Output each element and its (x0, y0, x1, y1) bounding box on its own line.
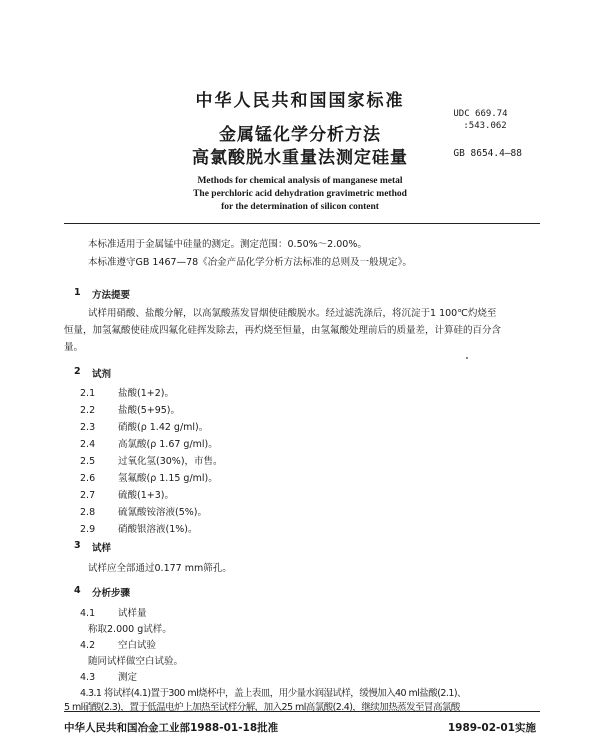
header-divider (64, 223, 540, 224)
english-title-line3: for the determination of silicon content (221, 202, 379, 212)
classification-codes (453, 108, 522, 160)
subsection-title: 测定 (118, 672, 138, 683)
section-1-text: 恒量，加氢氟酸使硅成四氟化硅挥发除去，再灼烧至恒量，由氢氟酸处理前后的质量差，计算硅的百分含 (64, 325, 502, 336)
section-2-number: 2 (74, 366, 81, 377)
subsection-text: 随同试样做空白试验。 (88, 656, 184, 667)
reagent-number: 2.9 (80, 524, 96, 535)
reagent-number: 2.6 (80, 473, 96, 484)
document-title-line2: 高氯酸脱水重量法测定硅量 (192, 148, 408, 168)
approval-line: 中华人民共和国冶金工业部1988-01-18批准 (64, 722, 279, 734)
section-2-heading: 试剂 (92, 369, 112, 380)
scan-speck (466, 357, 468, 359)
reagent-number: 2.7 (80, 490, 96, 501)
udc-code: UDC 669.74 (453, 109, 508, 119)
subsection-number: 4.2 (80, 640, 96, 651)
reagent-number: 2.2 (80, 405, 96, 416)
section-1-number: 1 (74, 287, 81, 298)
english-title-line1: Methods for chemical analysis of manganese metal (197, 176, 403, 186)
standard-header: 中华人民共和国国家标准 (195, 91, 405, 111)
reagent-text: 过氧化氢(30%)，市售。 (118, 456, 223, 467)
gb-code: GB 8654.4—88 (453, 148, 522, 159)
subsection-number: 4.1 (80, 608, 96, 619)
procedure-text: 4.3.1 将试样(4.1)置于300 ml烧杯中，盖上表皿，用少量水润湿试样，缓慢加入40 ml盐酸(2.1)、 (80, 688, 466, 699)
reagent-text: 硝酸(ρ 1.42 g/ml)。 (118, 422, 209, 433)
english-title-line2: The perchloric acid dehydration gravimetric method (193, 189, 407, 199)
reagent-number: 2.8 (80, 507, 96, 518)
document-title-line1: 金属锰化学分析方法 (219, 125, 381, 145)
implementation-date: 1989-02-01实施 (447, 722, 536, 734)
reagent-text: 盐酸(5+95)。 (118, 405, 181, 416)
reagent-text: 氢氟酸(ρ 1.15 g/ml)。 (118, 473, 218, 484)
udc-code-sub: :543.062 (463, 121, 507, 131)
section-3-number: 3 (74, 540, 81, 551)
section-1-heading: 方法提要 (92, 290, 131, 301)
intro-scope: 本标准适用于金属锰中硅量的测定。测定范围：0.50%～2.00%。 (88, 239, 367, 250)
reagent-number: 2.5 (80, 456, 96, 467)
subsection-title: 试样量 (118, 608, 147, 619)
footer-divider (64, 711, 540, 712)
section-3-heading: 试样 (92, 543, 112, 554)
reagent-number: 2.4 (80, 439, 96, 450)
subsection-text: 称取2.000 g试样。 (88, 624, 172, 635)
procedure-text: 5 ml硝酸(2.3)，置于低温电炉上加热至试样分解，加入25 ml高氯酸(2.4)，继续加热蒸发至冒高氯酸 (64, 702, 460, 712)
reagent-text: 硫氰酸铵溶液(5%)。 (118, 507, 207, 518)
reagent-text: 硝酸银溶液(1%)。 (118, 524, 198, 535)
reagent-number: 2.1 (80, 388, 96, 399)
intro-reference: 本标准遵守GB 1467—78《冶金产品化学分析方法标准的总则及一般规定》。 (88, 257, 412, 268)
section-4-number: 4 (74, 585, 81, 596)
reagent-text: 盐酸(1+2)。 (118, 388, 174, 399)
section-3-text: 试样应全部通过0.177 mm筛孔。 (88, 563, 232, 574)
subsection-number: 4.3 (80, 672, 96, 683)
subsection-title: 空白试验 (118, 640, 157, 651)
reagent-text: 硫酸(1+3)。 (118, 490, 174, 501)
reagent-text: 高氯酸(ρ 1.67 g/ml)。 (118, 439, 218, 450)
section-1-text: 量。 (64, 342, 84, 353)
section-4-heading: 分析步骤 (92, 588, 131, 599)
section-1-text: 试样用硝酸、盐酸分解，以高氯酸蒸发冒烟使硅酸脱水。经过滤洗涤后，将沉淀于1 100℃灼烧至 (88, 308, 497, 319)
reagent-number: 2.3 (80, 422, 96, 433)
